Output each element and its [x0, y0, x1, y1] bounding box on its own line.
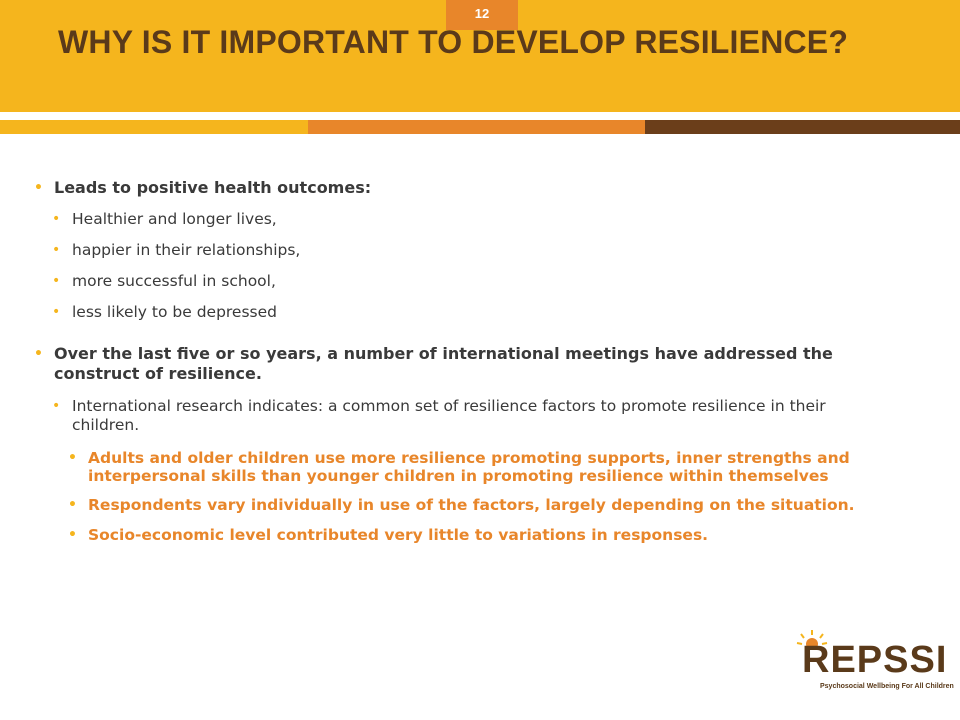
list-item: • happier in their relationships, — [52, 241, 890, 260]
bullet-international-meetings: • Over the last five or so years, a number of international meetings have addressed the construct of resilience. — [34, 344, 890, 384]
title-bar — [0, 0, 960, 112]
repssi-logo — [792, 628, 954, 704]
divider-stripe-orange — [308, 120, 645, 134]
divider-stripe-gold — [0, 120, 308, 134]
list-item: • Socio-economic level contributed very little to variations in responses. — [68, 526, 890, 544]
bullet-international-research: • International research indicates: a common set of resilience factors to promote resilience in their children. — [52, 397, 890, 435]
list-item: • Healthier and longer lives, — [52, 210, 890, 229]
list-item: • Respondents vary individually in use of the factors, largely depending on the situation. — [68, 496, 890, 514]
logo-tagline: Psychosocial Wellbeing For All Children — [820, 683, 954, 690]
page-number: 12 — [446, 0, 518, 30]
logo-wordmark: REPSSI — [802, 639, 948, 681]
bullet-health-outcomes: • Leads to positive health outcomes: — [34, 178, 890, 198]
list-item: • less likely to be depressed — [52, 303, 890, 322]
slide-title: WHY IS IT IMPORTANT TO DEVELOP RESILIENCE? — [58, 24, 849, 60]
list-item: • more successful in school, — [52, 272, 890, 291]
list-item: • Adults and older children use more resilience promoting supports, inner strengths and interpersonal skills than younger children in promoting resilience within themselves — [68, 449, 890, 485]
slide-content — [34, 178, 890, 544]
divider-stripe-brown — [645, 120, 960, 134]
